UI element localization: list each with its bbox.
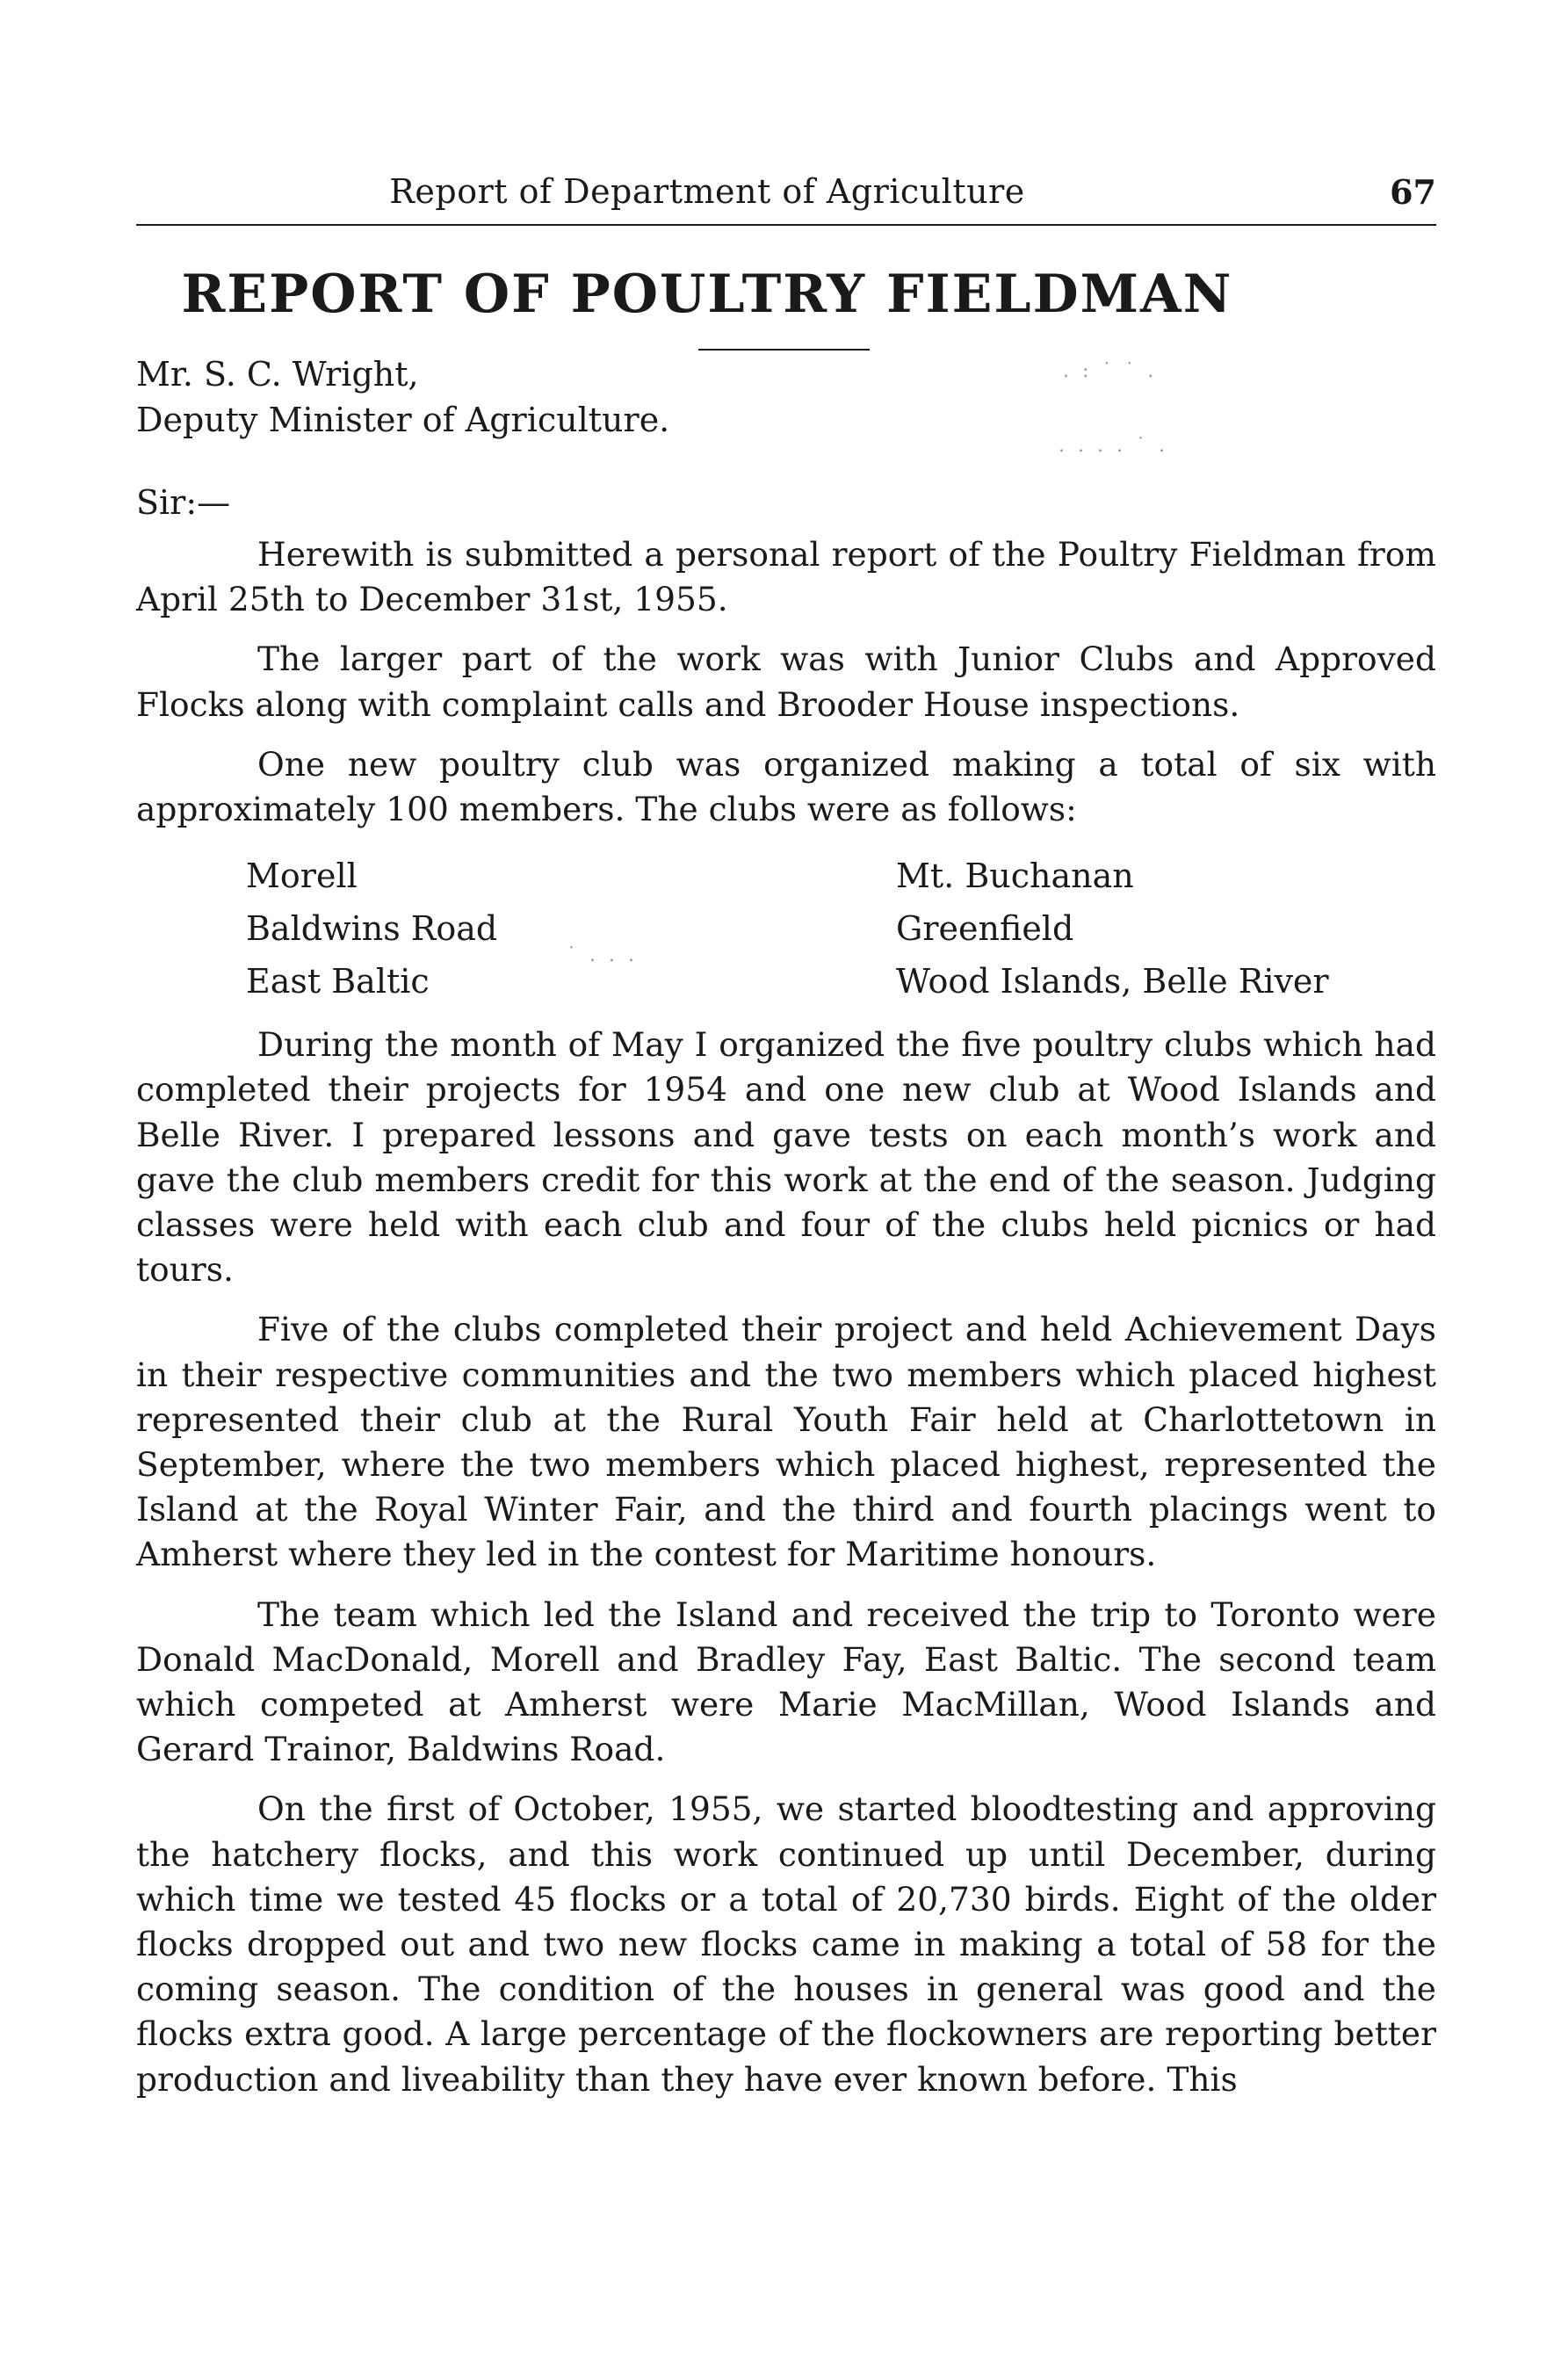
club-name: Mt. Buchanan <box>896 857 1134 896</box>
club-list-right-column <box>896 849 1329 1008</box>
paragraph: The larger part of the work was with Junior Clubs and Approved Flocks along with complaint calls and Brooder House inspections. <box>136 640 1436 724</box>
club-name: Wood Islands, Belle River <box>896 962 1329 1001</box>
club-name: East Baltic <box>246 962 430 1001</box>
club-name: Baldwins Road <box>246 909 498 949</box>
report-title: REPORT OF POULTRY FIELDMAN <box>181 264 1233 325</box>
paragraph: On the first of October, 1955, we started bloodtesting and approving the hatchery flocks, and this work continued up until December, during which time we tested 45 flocks or a total of 20,730 birds. Eight of the older flocks dropped out and two new flocks came in making a total of 58 for the coming season. The condition of the houses in general was good and the flocks extra good. A large percentage of the flockowners are reporting better production and liveability than they have ever known before. This <box>136 1789 1436 2099</box>
report-body <box>136 532 1436 2117</box>
address-block <box>136 351 669 443</box>
paragraph: Five of the clubs completed their project and held Achievement Days in their respective communities and the two members which placed highest represented their club at the Rural Youth Fair held at Charlottetown in September, where the two members which placed highest, represented the Island at the Royal Winter Fair, and the third and fourth placings went to Amherst where they led in the contest for Maritime honours. <box>136 1310 1436 1574</box>
addressee-position: Deputy Minister of Agriculture. <box>136 401 670 439</box>
running-title: Report of Department of Agriculture <box>389 172 1025 211</box>
club-list-left-column <box>246 849 497 1008</box>
club-name: Greenfield <box>896 909 1074 949</box>
scan-speckle: . . . . ˙ . <box>1059 435 1168 457</box>
title-rule <box>698 349 870 351</box>
scan-speckle: ˙ . . . <box>567 944 638 966</box>
addressee-name: Mr. S. C. Wright, <box>136 355 419 394</box>
page-number: 67 <box>1390 172 1436 212</box>
paragraph: One new poultry club was organized making a total of six with approximately 100 members. The clubs were as follows: <box>136 744 1436 829</box>
paragraph: The team which led the Island and received the trip to Toronto were Donald MacDonald, Morell and Bradley Fay, East Baltic. The second team which competed at Amherst were Marie MacMillan, Wood Islands and Gerard Trainor, Baldwins Road. <box>136 1594 1436 1769</box>
header-rule <box>136 224 1436 226</box>
running-header <box>136 169 1436 221</box>
scan-speckle: . : ˙ ˙ . <box>1063 360 1158 382</box>
paragraph: Herewith is submitted a personal report of the Poultry Fieldman from April 25th to December 31st, 1955. <box>136 535 1436 619</box>
paragraph: During the month of May I organized the five poultry clubs which had completed their projects for 1954 and one new club at Wood Islands and Belle River. I prepared lessons and gave tests on each month’s work and gave the club members credit for this work at the end of the season. Judging classes were held with each club and four of the clubs held picnics or had tours. <box>136 1025 1436 1290</box>
club-list <box>136 847 1436 1008</box>
salutation: Sir:— <box>136 483 231 522</box>
club-name: Morell <box>246 857 358 896</box>
